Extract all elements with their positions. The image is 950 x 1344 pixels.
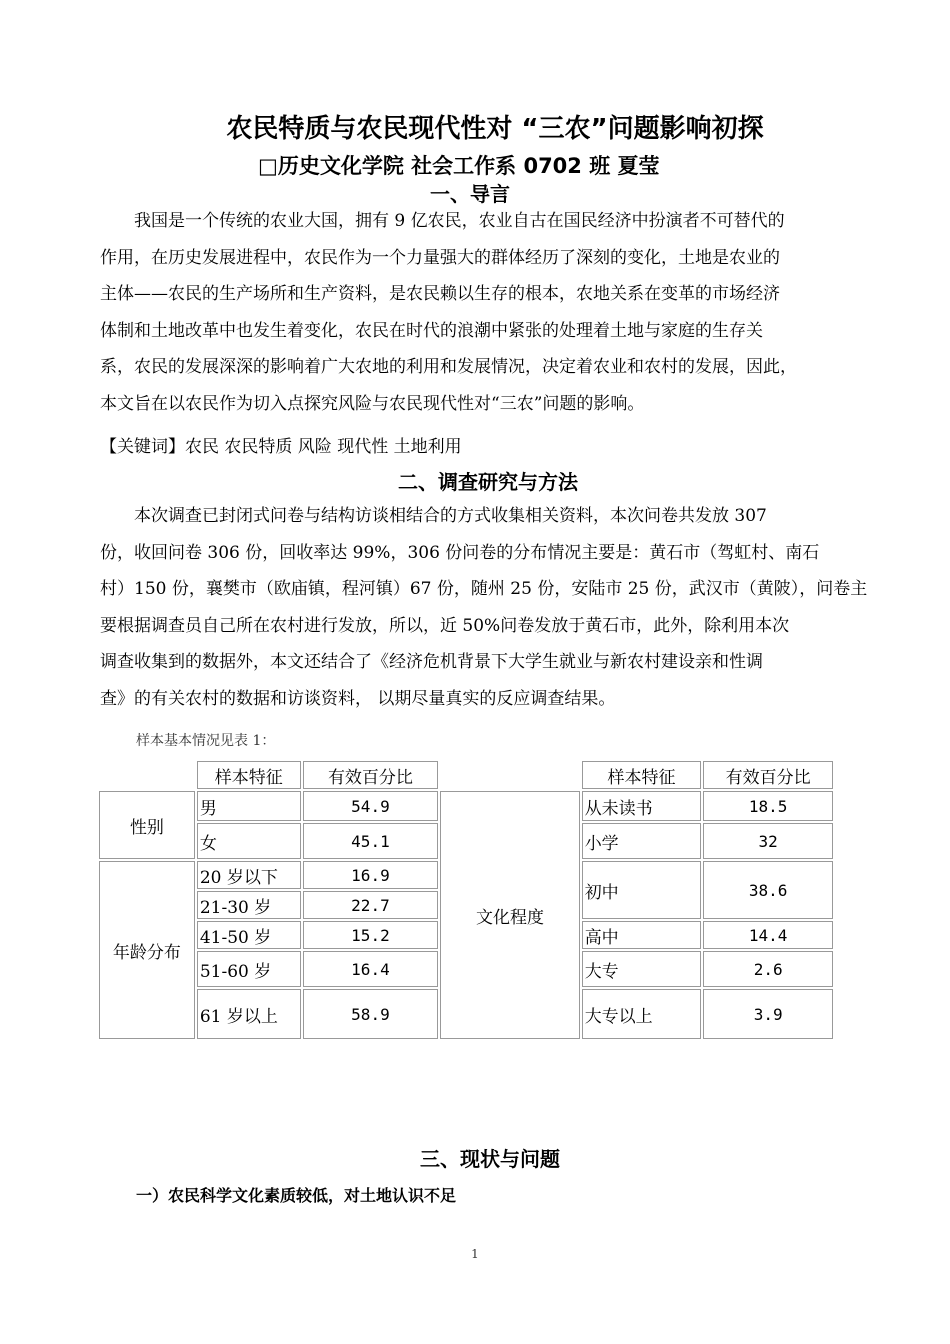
table-cell: 3.9 bbox=[703, 989, 833, 1039]
subsection-heading: 一）农民科学文化素质较低，对土地认识不足 bbox=[136, 1186, 457, 1205]
document-title: 农民特质与农民现代性对 “三农”问题影响初探 bbox=[226, 114, 764, 144]
table-cell: 22.7 bbox=[303, 891, 439, 919]
author-line: □历史文化学院 社会工作系 0702 班 夏莹 bbox=[258, 154, 660, 178]
table-cell: 大专 bbox=[582, 951, 702, 987]
paragraph-line: 调查收集到的数据外，本文还结合了《经济危机背景下大学生就业与新农村建设亲和性调 bbox=[100, 652, 763, 673]
table-cell: 小学 bbox=[582, 823, 702, 859]
table-cell: 从未读书 bbox=[582, 791, 702, 821]
table-cell: 20 岁以下 bbox=[197, 861, 301, 889]
table-cell: 大专以上 bbox=[582, 989, 702, 1039]
section-3-heading: 三、现状与问题 bbox=[420, 1147, 560, 1171]
table-cell: 18.5 bbox=[703, 791, 833, 821]
table-header: 有效百分比 bbox=[703, 761, 833, 789]
paragraph-line: 本文旨在以农民作为切入点探究风险与农民现代性对“三农”问题的影响。 bbox=[100, 393, 645, 414]
table-cell: 16.4 bbox=[303, 951, 439, 987]
paragraph-line: 本次调查已封闭式问卷与结构访谈相结合的方式收集相关资料，本次问卷共发放 307 bbox=[134, 506, 767, 526]
table-cell: 21-30 岁 bbox=[197, 891, 301, 919]
table-caption: 样本基本情况见表 1： bbox=[136, 733, 276, 749]
table-cell: 女 bbox=[197, 823, 301, 859]
table-row bbox=[99, 791, 833, 821]
table-header: 样本特征 bbox=[197, 761, 301, 789]
paragraph-line: 村）150 份，襄樊市（欧庙镇，程河镇）67 份，随州 25 份，安陆市 25 份，武汉市（黄陂），问卷主 bbox=[100, 579, 868, 600]
table-cell: 32 bbox=[703, 823, 833, 859]
table-cell: 45.1 bbox=[303, 823, 439, 859]
paragraph-line: 我国是一个传统的农业大国，拥有 9 亿农民，农业自古在国民经济中扮演者不可替代的 bbox=[134, 211, 785, 231]
paragraph-line: 要根据调查员自己所在农村进行发放，所以，近 50%问卷发放于黄石市，此外，除利用本次 bbox=[100, 615, 790, 636]
section-1-paragraph bbox=[100, 203, 860, 423]
table-cell: 51-60 岁 bbox=[197, 951, 301, 987]
paragraph-line: 体制和土地改革中也发生着变化，农民在时代的浪潮中紧张的处理着土地与家庭的生存关 bbox=[100, 320, 763, 341]
paragraph-line: 作用，在历史发展进程中，农民作为一个力量强大的群体经历了深刻的变化，土地是农业的 bbox=[100, 247, 780, 268]
group-label-age: 年龄分布 bbox=[99, 861, 195, 1039]
table-cell: 16.9 bbox=[303, 861, 439, 889]
page-number: 1 bbox=[471, 1247, 479, 1261]
table-cell: 61 岁以上 bbox=[197, 989, 301, 1039]
table-cell: 58.9 bbox=[303, 989, 439, 1039]
section-2-heading: 二、调查研究与方法 bbox=[398, 470, 578, 494]
paragraph-line: 份，收回问卷 306 份，回收率达 99%，306 份问卷的分布情况主要是：黄石市（驾虹村、南石 bbox=[100, 542, 820, 563]
sample-table bbox=[97, 759, 835, 1041]
section-2-paragraph bbox=[100, 498, 868, 718]
paragraph-line: 系，农民的发展深深的影响着广大农地的利用和发展情况，决定着农业和农村的发展，因此， bbox=[100, 357, 797, 378]
table-cell: 男 bbox=[197, 791, 301, 821]
group-label-gender: 性别 bbox=[99, 791, 195, 859]
table-cell: 高中 bbox=[582, 921, 702, 949]
section-1-heading: 一、导言 bbox=[430, 182, 510, 206]
table-cell: 初中 bbox=[582, 861, 702, 919]
table-cell: 41-50 岁 bbox=[197, 921, 301, 949]
table-cell: 54.9 bbox=[303, 791, 439, 821]
paragraph-line: 查》的有关农村的数据和访谈资料， 以期尽量真实的反应调查结果。 bbox=[100, 688, 616, 709]
keywords: 【关键词】农民 农民特质 风险 现代性 土地利用 bbox=[100, 437, 462, 457]
table-header: 有效百分比 bbox=[303, 761, 439, 789]
table-header-row bbox=[99, 761, 833, 789]
table-cell: 38.6 bbox=[703, 861, 833, 919]
group-label-education: 文化程度 bbox=[440, 791, 579, 1039]
table-cell: 14.4 bbox=[703, 921, 833, 949]
paragraph-line: 主体——农民的生产场所和生产资料，是农民赖以生存的根本，农地关系在变革的市场经济 bbox=[100, 284, 780, 305]
table-cell: 15.2 bbox=[303, 921, 439, 949]
table-header: 样本特征 bbox=[582, 761, 702, 789]
table-cell: 2.6 bbox=[703, 951, 833, 987]
